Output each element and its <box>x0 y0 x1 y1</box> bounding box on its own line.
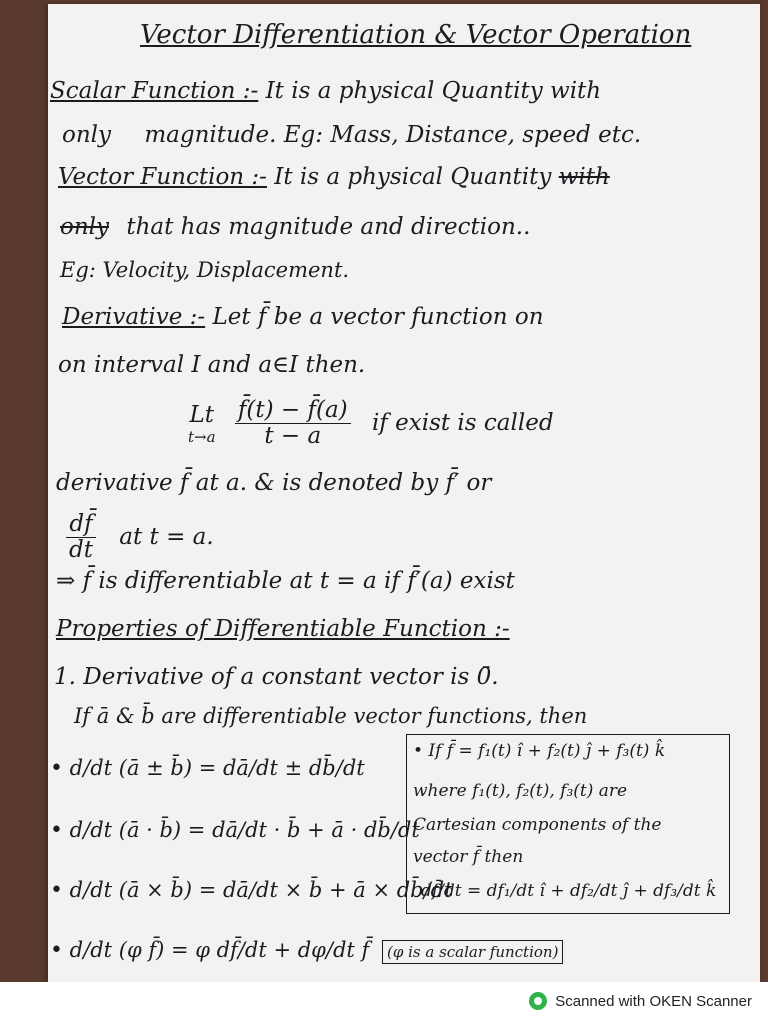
bullet-2: • <box>50 818 63 843</box>
difference-quotient <box>235 398 351 450</box>
derivative-line-4: ⇒ f̄ is differentiable at t = a if f̄′(a) exist <box>56 568 515 594</box>
scalar-line-2 <box>62 122 641 148</box>
scanner-footer <box>0 982 768 1024</box>
formula-dot <box>50 818 420 843</box>
quotient-denominator: t − a <box>264 423 322 450</box>
derivative-at: at t = a. <box>119 523 214 550</box>
df-denominator: dt <box>69 537 93 564</box>
property-1: 1. Derivative of a constant vector is 0̄. <box>54 664 499 690</box>
vector-term: Vector Function :- <box>58 164 267 190</box>
derivative-line-2: on interval I and a∈I then. <box>58 352 366 378</box>
vector-def-2-struck: only <box>60 214 110 240</box>
box-line-4: vector f̄ then <box>413 847 524 867</box>
box-line-2: where f₁(t), f₂(t), f₃(t) are <box>413 781 628 801</box>
bullet-3: • <box>50 878 63 903</box>
box-line-3: Cartesian components of the <box>413 815 662 835</box>
formula-4-text: d/dt (φ f̄) = φ df̄/dt + dφ/dt f̄ <box>69 938 370 962</box>
limit-tail: if exist is called <box>371 409 554 436</box>
df-dt-fraction <box>66 512 96 564</box>
vector-line-1 <box>58 164 610 190</box>
vector-example: Eg: Velocity, Displacement. <box>60 258 350 282</box>
limit-expression <box>188 398 554 450</box>
cartesian-components-box <box>406 734 730 914</box>
limit-operator <box>188 402 216 446</box>
scalar-term: Scalar Function :- <box>50 78 259 104</box>
scalar-def-2: magnitude. Eg: Mass, Distance, speed etc. <box>144 122 642 148</box>
formula-1-text: d/dt (ā ± b̄) = dā/dt ± db̄/dt <box>69 756 365 780</box>
property-2: If ā & b̄ are differentiable vector functions, then <box>74 704 588 728</box>
vector-def-1: It is a physical Quantity <box>274 164 552 190</box>
formula-2-text: d/dt (ā · b̄) = dā/dt · b̄ + ā · db̄/dt <box>69 818 420 842</box>
bullet-1: • <box>50 756 63 781</box>
formula-sum <box>50 756 365 781</box>
bullet-4: • <box>50 938 63 963</box>
scanner-badge <box>529 992 752 1010</box>
properties-heading: Properties of Differentiable Function :- <box>56 616 510 642</box>
scalar-note: (φ is a scalar function) <box>382 940 563 964</box>
derivative-term: Derivative :- <box>62 304 206 330</box>
quotient-numerator: f̄(t) − f̄(a) <box>235 398 351 424</box>
derivative-def-1: Let f̄ be a vector function on <box>212 304 544 330</box>
scalar-def-1: It is a physical Quantity with <box>265 78 602 104</box>
vector-def-2: that has magnitude and direction.. <box>126 214 531 240</box>
box-line-1: • If f̄ = f₁(t) î + f₂(t) ĵ + f₃(t) k̂ <box>413 741 666 761</box>
page-title: Vector Differentiation & Vector Operation <box>140 20 692 50</box>
box-line-5: df̄/dt = df₁/dt î + df₂/dt ĵ + df₃/dt k̂ <box>421 881 717 901</box>
formula-cross <box>50 878 453 903</box>
limit-subscript: t→a <box>188 427 216 446</box>
oken-scanner-icon <box>529 992 547 1010</box>
derivative-notation <box>62 512 214 564</box>
derivative-line-3: derivative f̄ at a. & is denoted by f̄′ or <box>56 470 492 496</box>
vector-def-1-struck: with <box>558 164 610 190</box>
scalar-line-1 <box>50 78 601 104</box>
derivative-line-1 <box>62 304 544 330</box>
df-numerator: df̄ <box>66 512 95 538</box>
scalar-def-2-word: only <box>62 122 112 148</box>
formula-3-text: d/dt (ā × b̄) = dā/dt × b̄ + ā × db̄/dt <box>69 878 453 902</box>
notebook-page <box>48 4 760 982</box>
vector-line-2 <box>60 214 530 240</box>
scanner-text: Scanned with OKEN Scanner <box>555 992 752 1010</box>
formula-scalar-product <box>50 938 563 963</box>
limit-label: Lt <box>189 401 215 428</box>
